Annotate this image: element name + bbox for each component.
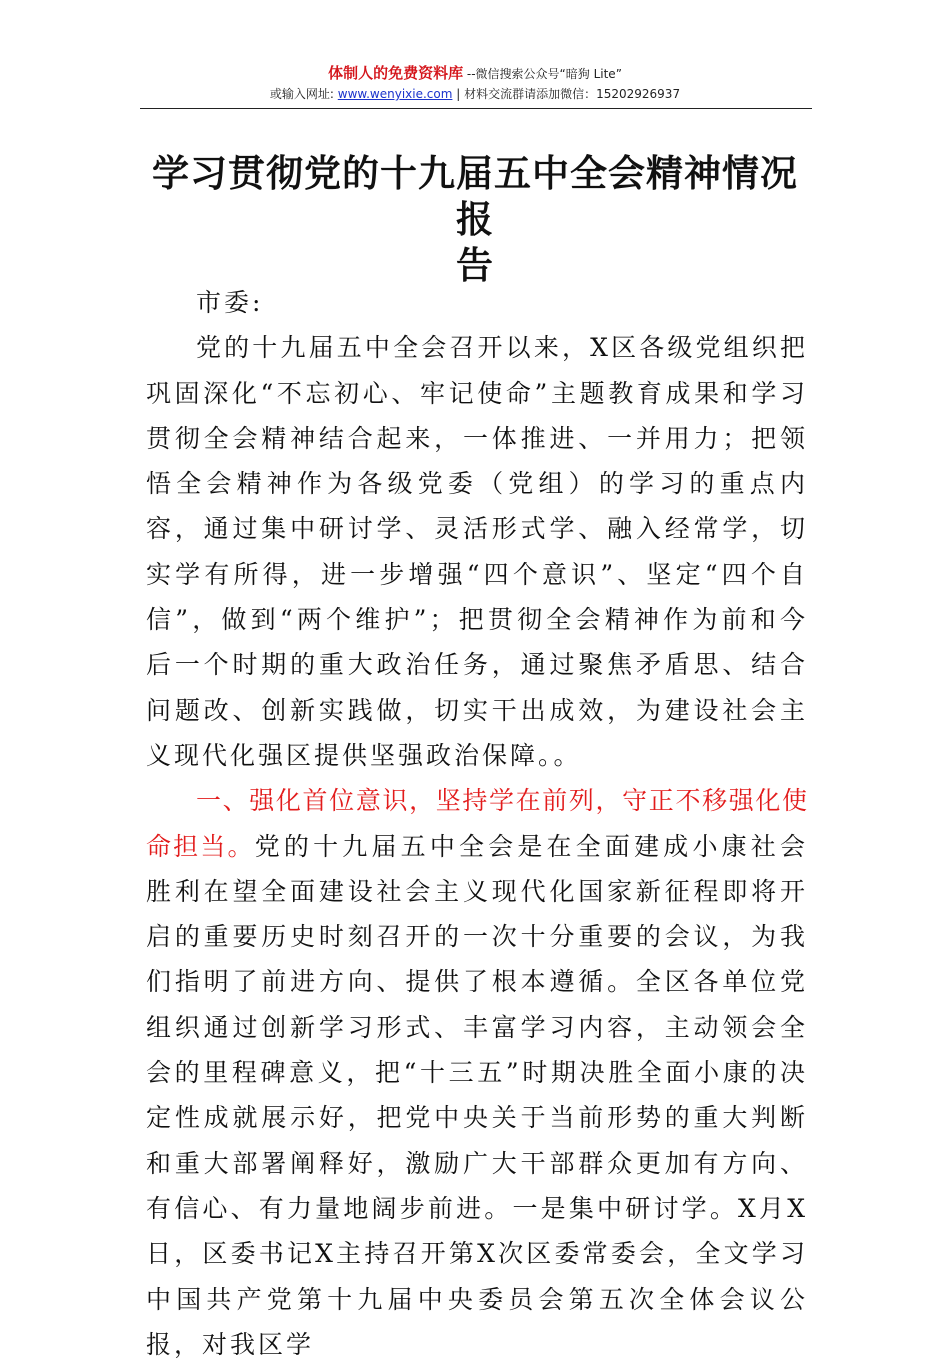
document-title: [140, 150, 810, 288]
section-1-text: 党的十九届五中全会是在全面建成小康社会胜利在望全面建设社会主义现代化国家新征程即将开启的重要历史时刻召开的一次十分重要的会议，为我们指明了前进方向、提供了根本遵循。全区各单位党组织通过创新学习形式、丰富学习内容，主动领会全会的里程碑意义，把“十三五”时期决胜全面小康的决定性成就展示好，把党中央关于当前形势的重大判断和重大部署阐释好，激励广大干部群众更加有方向、有信心、有力量地阔步前进。一是集中研讨学。X月X日，区委书记X主持召开第X次区委常委会，全文学习中国共产党第十九届中央委员会第五次全体会议公报，对我区学: [146, 831, 808, 1359]
title-line-1: 学习贯彻党的十九届五中全会精神情况报: [152, 151, 798, 241]
header-divider: [140, 108, 812, 109]
header-contact: | 材料交流群请添加微信：15202926937: [452, 87, 681, 101]
header-line-1: [140, 62, 810, 85]
header-url-prefix: 或输入网址:: [269, 87, 338, 101]
section-1-heading: 一、强化首位意识，坚持学在前列，守正不移强化使命担当。: [146, 786, 808, 861]
paragraph-intro: 党的十九届五中全会召开以来，X区各级党组织把巩固深化“不忘初心、牢记使命”主题教育成果和学习贯彻全会精神结合起来，一体推进、一并用力；把领悟全会精神作为各级党委（党组）的学习的重点内容，通过集中研讨学、灵活形式学、融入经常学，切实学有所得，进一步增强“四个意识”、坚定“四个自信”，做到“两个维护”；把贯彻全会精神作为前和今后一个时期的重大政治任务，通过聚焦矛盾思、结合问题改、创新实践做，切实干出成效，为建设社会主义现代化强区提供坚强政治保障。。: [146, 333, 808, 770]
header-url-link[interactable]: www.wenyixie.com: [337, 87, 453, 101]
header-slogan: --微信搜索公众号“暗狗 Lite”: [463, 67, 622, 81]
document-body: [146, 280, 808, 1367]
document-header: [140, 62, 810, 103]
paragraph-section-1: [146, 778, 808, 1367]
salutation: 市委:: [196, 288, 264, 317]
header-brand: 体制人的免费资料库: [328, 64, 464, 82]
title-line-2: 告: [456, 243, 494, 287]
header-line-2: [140, 85, 810, 103]
